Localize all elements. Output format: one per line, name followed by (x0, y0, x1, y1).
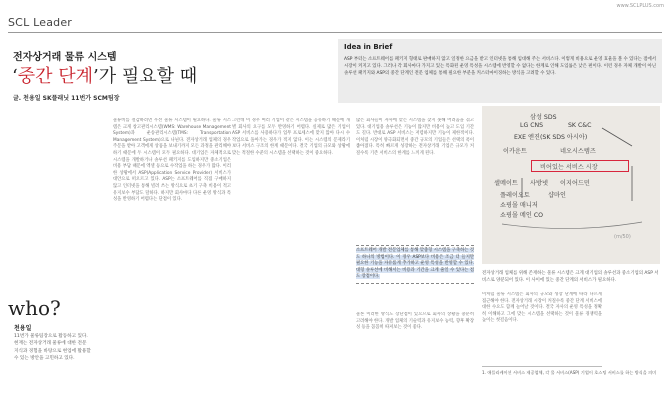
wb-line-2: SK C&C (568, 122, 592, 129)
title-highlight: 중간 단계 (17, 66, 94, 87)
wb-line-8: 사방넷 (530, 180, 548, 187)
svg-text:(m/50): (m/50) (614, 234, 631, 240)
title-quote-open: ‘ (12, 66, 18, 87)
wb-line-0: 삼성 SDS (530, 114, 557, 121)
section-header: SCL Leader (8, 16, 73, 29)
wb-line-1: LG CNS (520, 122, 544, 129)
body-column-3: 많은 회사들이 자사에 맞는 시스템을 찾지 못해 어려움을 겪고 있다. 대기업용 솔루션은 기능이 많지만 비용이 높고 도입 기간도 길다. 반대로 ASP 서비스는 저렴하지만 기능이 제한적이다. 이처럼 시장이 양극화되면서 중간 규모의 기업들은 선택의 폭이 좁아졌다. 특히 빠르게 성장하는 전자상거래 기업은 규모가 커질수록 기존 서비스의 한계를 느끼게 된다. (356, 118, 474, 156)
wb-line-5: 네오시스템즈 (560, 148, 596, 155)
who-heading: who? (8, 296, 61, 320)
body-column-4: 이처럼 물류 시스템은 회사의 규모와 성장 단계에 따라 다르게 접근해야 한다. 전자상거래 시장이 커질수록 중간 단계 서비스에 대한 수요도 함께 늘어날 것이다. 결국 자사의 운영 특성을 정확히 이해하고 그에 맞는 시스템을 선택하는 것이 물류 경쟁력을 높이는 첫걸음이다. (482, 292, 602, 324)
footnote: 1. 애플리케이션 서비스 제공업체, 각 물 서비스(ASP) 기업이 호스팅 서비스를 하는 방식을 의미 (482, 370, 657, 375)
wb-line-10: 플레이오토 (500, 192, 530, 199)
wb-line-3: EXE 엔진(SK SDS 아시아) (514, 134, 588, 141)
wb-line-6: 비어있는 서비스 시장 (540, 164, 598, 171)
wb-line-4: 이카운트 (503, 148, 527, 155)
author-bio: 11번가 물류팀장으로 활동하고 있다. 현재는 전자상거래 물류에 대한 전문 지식과 경험을 바탕으로 현업에 활용할 수 있는 방안을 고민하고 있다. (14, 334, 91, 361)
site-url: www.SCLPLUS.com (616, 3, 664, 9)
highlighted-text: 소프트웨어 개발 전문업체를 통해 맞춤형 시스템을 구축하는 것도 하나의 방법이다. 이 경우 ASP보다 비용은 조금 더 들지만 필요한 기능을 자유롭게 추가하고 운영 특성을 반영할 수 있다. 대형 솔루션에 비해서는 비용과 기간을 크게 줄일 수 있다는 점도 장점이다. (356, 248, 474, 280)
body-column-3-continued: 물론 이러한 방식도 장단점이 있으므로 회사의 상황을 충분히 고려해야 한다. 개발 업체의 기술력과 유지보수 능력, 향후 확장성 등을 꼼꼼히 따져보는 것이 좋다. (356, 312, 474, 331)
wb-line-12: 쇼핑몰 매니저 (500, 202, 538, 209)
article-author: 글. 천용일 SK플래닛 11번가 SCM팀장 (13, 95, 120, 102)
header-rule (8, 32, 662, 33)
body-column-2: 그런데 이 경우 여러 기업이 같은 시스템을 공유하기 때문에 개별 회사의 요구를 모두 반영하기 어렵다. 실제로 많은 기업이 ASP 서비스를 사용하다가 업무 프로세스에 맞지 않아 다시 수작업으로 돌아가는 경우가 적지 않다. 이는 시스템의 문제라기보다 서비스 구조의 한계 때문이다. 결국 기업의 규모와 상황에 맞는 적절한 수준의 시스템을 선택하는 것이 중요하다. (232, 118, 350, 156)
photo-caption: 전자상거래 업체를 위해 존재하는 물류 시스템은 크게 대기업의 솔루션과 중소기업의 ASP 서비스로 양분되어 있다. 이 사이에 있는 중간 단계의 서비스가 필요하다. (482, 271, 659, 283)
wb-line-11: 샵마인 (548, 192, 566, 199)
wb-line-7: 셀메이트 (494, 180, 518, 187)
article-kicker: 전자상거래 물류 시스템 (13, 52, 117, 63)
idea-in-brief-body: ASP 부터는 소프트웨어를 패키지 형태로 판매하지 않고 일정한 요금을 받고 인터넷을 통해 임대해 주는 서비스다. 이렇게 비용으로 운영 효율을 볼 수 있다는 점에서 시장이 커지고 있다. 그러나 각 회사마다 가지고 있는 특화된 운영 특성을 시스템에 반영할 수 없다는 한계로 인해 도입률은 낮은 편이다. 이런 경우 자체 개발이 아닌 솔루션 패키지와 ASP의 중간 단계인 전문 업체를 통해 필요한 부분을 커스터마이징하는 방식을 고려할 수 있다. (344, 57, 656, 76)
title-rest: 가 필요할 때 (98, 66, 198, 87)
wb-line-9: 이지어드민 (560, 180, 590, 187)
footnote-rule (482, 366, 602, 367)
idea-in-brief-title: Idea in Brief (344, 43, 393, 51)
article-title (12, 62, 197, 88)
highlighted-paragraph (356, 245, 474, 284)
body-column-1: 물류비를 절감하려면 우선 물류 시스템이 필요하다. 물류 시스템은 크게 창고관리시스템(WMS: Warehouse Management System)과 운송관리시스템(TMS: Transportation Management System)으로 나뉜다. 전자상거래 업체의 경우 주문을 받아 고객에게 상품을 보내기까지 모든 과정을 관리해야 하기 때문에 두 시스템이 모두 필요하다. 대기업은 자체적으로 시스템을 개발하거나 솔루션 패키지를 도입하지만 중소기업은 비용 부담 때문에 엑셀 등으로 수작업을 하는 경우가 많다. 이러한 상황에서 ASP(Application Service Provider) 서비스가 대안으로 떠오르고 있다. ASP는 소프트웨어를 직접 구매하지 않고 인터넷을 통해 빌려 쓰는 방식으로 초기 구축 비용이 적고 유지보수 부담도 덜하다. 하지만 회사마다 다른 운영 방식과 특성을 반영하기 어렵다는 단점이 있다. (113, 118, 231, 203)
title-quote-close: ’ (93, 66, 99, 87)
author-name: 천용일 (14, 325, 32, 332)
wb-line-13: 쇼핑몰 메인 CO (500, 212, 544, 219)
